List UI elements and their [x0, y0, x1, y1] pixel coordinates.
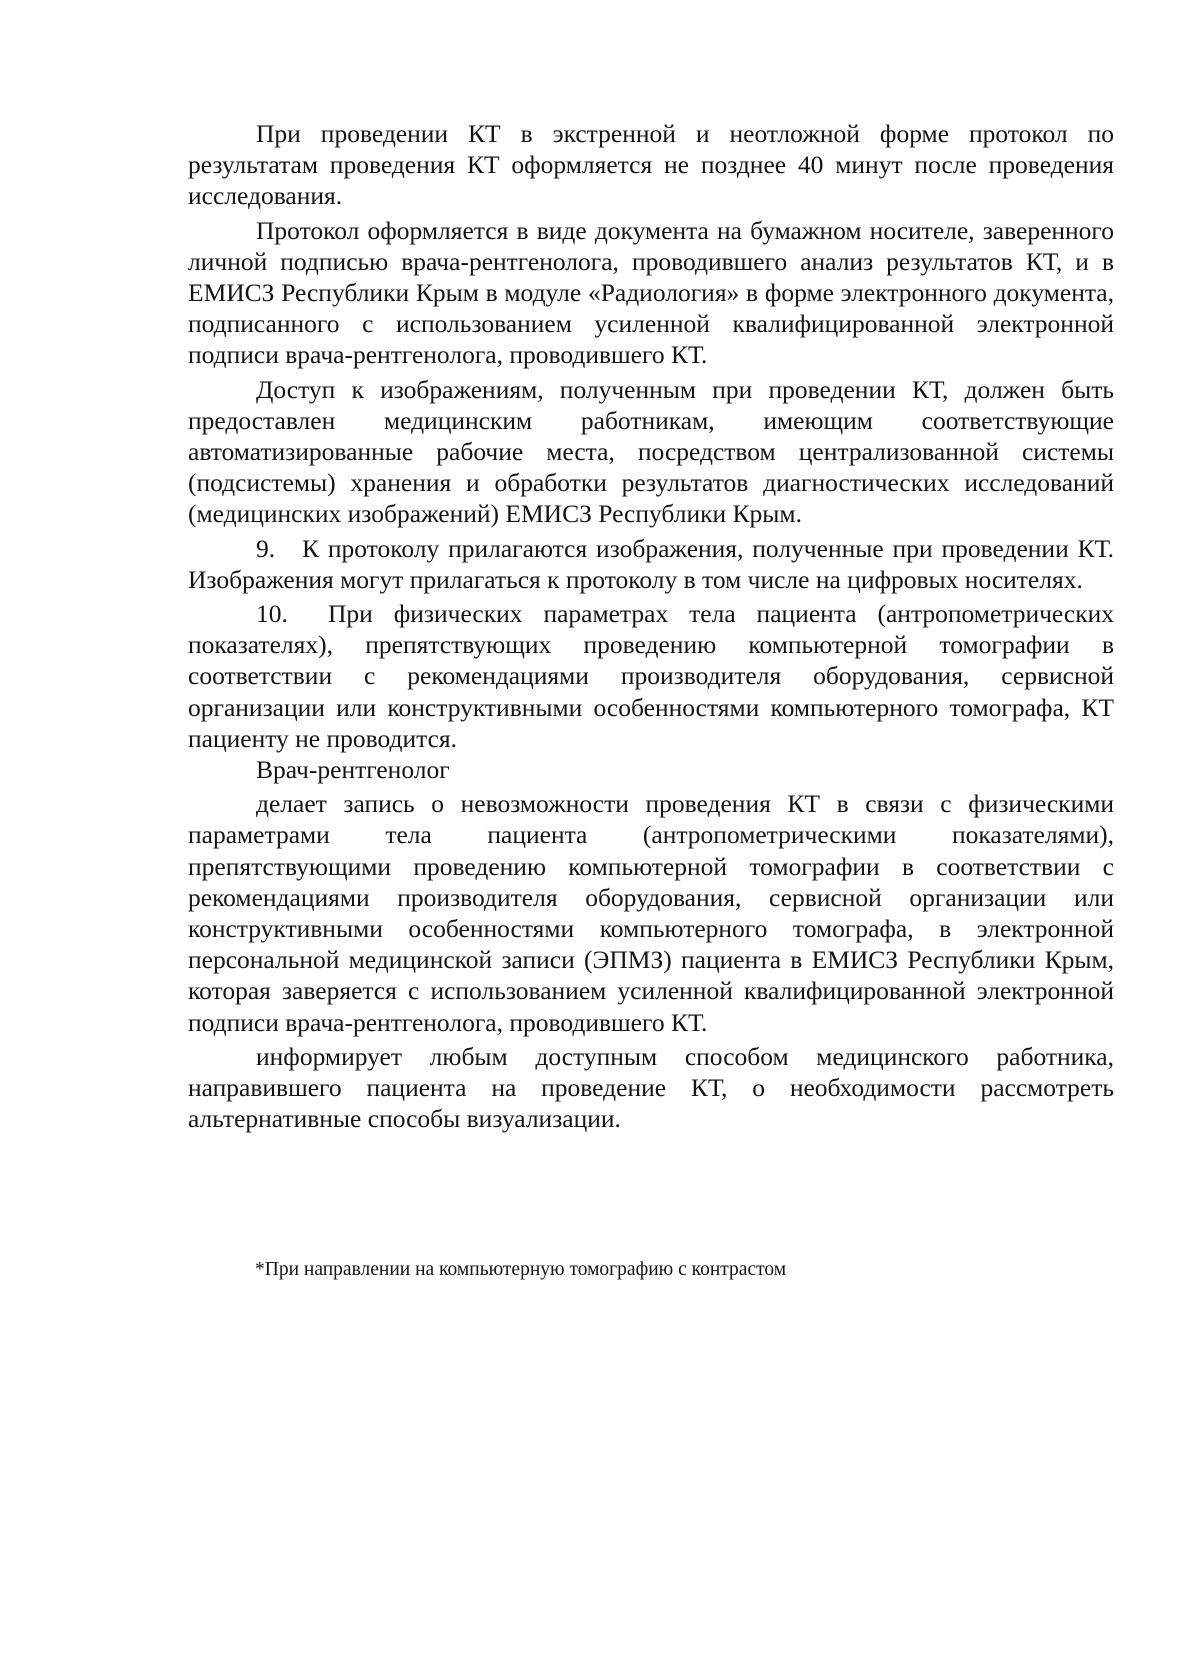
- item-number-10: 10.: [256, 599, 288, 629]
- item-number-9: 9.: [256, 533, 276, 563]
- footnote: *При направлении на компьютерную томографию с контрастом: [255, 1259, 787, 1280]
- paragraph-protocol-format: Протокол оформляется в виде документа на бумажном носителе, заверенного личной подписью врача-рентгенолога, проводившего анализ результатов КТ, и в ЕМИСЗ Республики Крым в модуле «Радиология» в форме электронного документа, подписанного с использованием усиленной квалифицированной электронной подписи врача-рентгенолога, проводившего КТ.: [188, 215, 1114, 370]
- item-9-text: К протоколу прилагаются изображения, полученные при проведении КТ. Изображения могут прилагаться к протоколу в том числе на цифровых носителях.: [188, 533, 1114, 594]
- paragraph-radiologist: Врач-рентгенолог: [256, 755, 450, 785]
- paragraph-item-10: [188, 598, 1114, 754]
- paragraph-record-entry: делает запись о невозможности проведения КТ в связи с физическими параметрами тела пациента (антропометрическими показателями), препятствующими проведению компьютерной томографии в соответствии с рекомендациями производителя оборудования, сервисной организации или конструктивными особенностями компьютерного томографа, в электронной персональной медицинской записи (ЭПМЗ) пациента в ЕМИСЗ Республики Крым, которая заверяется с использованием усиленной квалифицированной электронной подписи врача-рентгенолога, проводившего КТ.: [188, 789, 1114, 1037]
- document-body: [188, 118, 1114, 1135]
- paragraph-image-access: Доступ к изображениям, полученным при проведении КТ, должен быть предоставлен медицинским работникам, имеющим соответствующие автоматизированные рабочие места, посредством централизованной системы (подсистемы) хранения и обработки результатов диагностических исследований (медицинских изображений) ЕМИСЗ Республики Крым.: [188, 374, 1114, 529]
- paragraph-emergency-protocol: При проведении КТ в экстренной и неотложной форме протокол по результатам проведения КТ оформляется не позднее 40 минут после проведения исследования.: [188, 119, 1114, 211]
- item-10-text: При физических параметрах тела пациента (антропометрических показателях), препятствующих проведению компьютерной томографии в соответствии с рекомендациями производителя оборудования, сервисной организации или конструктивными особенностями компьютерного томографа, КТ пациенту не проводится.: [188, 599, 1114, 753]
- paragraph-inform: информирует любым доступным способом медицинского работника, направившего пациента на проведение КТ, о необходимости рассмотреть альтернативные способы визуализации.: [188, 1041, 1114, 1134]
- paragraph-item-9: [188, 533, 1114, 595]
